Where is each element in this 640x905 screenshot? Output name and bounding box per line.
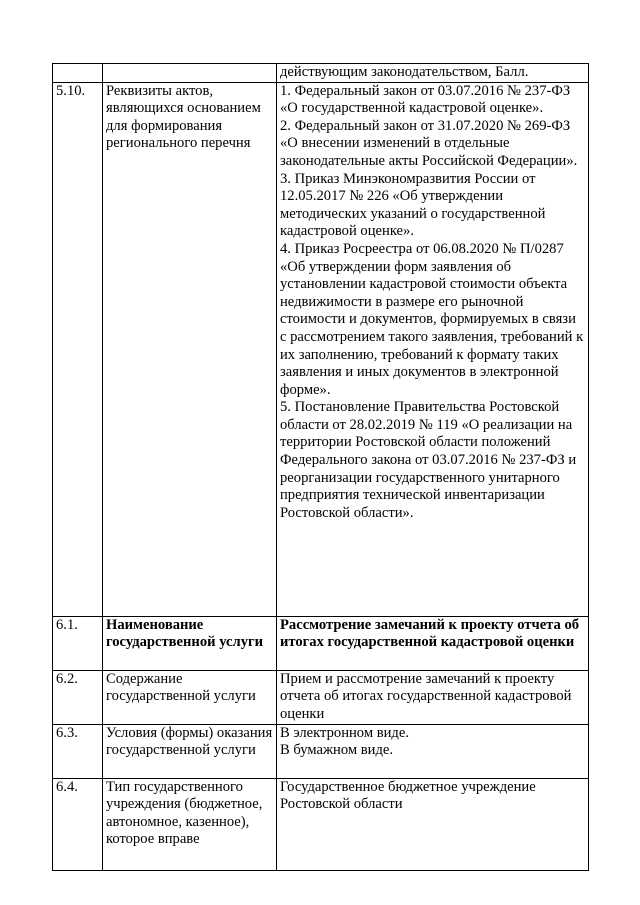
row-content: [277, 778, 589, 870]
row-content: [277, 64, 589, 83]
row-label: Наименование государственной услуги: [103, 616, 277, 670]
content-paragraph: Прием и рассмотрение замечаний к проекту отчета об итогах государственной кадастровой оценки: [280, 670, 572, 722]
row-label: Содержание государственной услуги: [103, 670, 277, 724]
row-content: [277, 724, 589, 778]
content-paragraph: 1. Федеральный закон от 03.07.2016 № 237-ФЗ: [280, 82, 571, 99]
content-paragraph: В электронном виде.: [280, 724, 409, 741]
content-paragraph: 4. Приказ Росреестра от 06.08.2020 № П/0287 «Об утверждении форм заявления об установлении кадастровой стоимости объекта недвижимости в размере его рыночной стоимости и документов, формируемых в связи с рассмотрением такого заявления, требований к их заполнению, требований к формату таких заявления и иных документов в электронной форме».: [280, 240, 584, 398]
table-row-6-4: [53, 778, 589, 870]
row-content: [277, 82, 589, 616]
table-row-6-3: [53, 724, 589, 778]
row-label: [103, 64, 277, 83]
row-number: 6.4.: [53, 778, 103, 870]
content-paragraph: 3. Приказ Минэкономразвития России от 12.05.2017 № 226 «Об утверждении методических указаний о государственной кадастровой оценке».: [280, 170, 546, 240]
row-content: [277, 616, 589, 670]
content-paragraph: Рассмотрение замечаний к проекту отчета об итогах государственной кадастровой оценки: [280, 616, 580, 651]
row-label: Тип государственного учреждения (бюджетное, автономное, казенное), которое вправе: [103, 778, 277, 870]
row-number: 6.1.: [53, 616, 103, 670]
content-paragraph: 5. Постановление Правительства Ростовской области от 28.02.2019 № 119 «О реализации на территории Ростовской области положений Федерального закона от 03.07.2016 № 237-ФЗ и реорганизации государственного унитарного предприятия технической инвентаризации Ростовской области».: [280, 399, 577, 521]
table-row-continuation: [53, 64, 589, 83]
table-row-6-2: [53, 670, 589, 724]
row-label: Условия (формы) оказания государственной услуги: [103, 724, 277, 778]
content-paragraph: «О государственной кадастровой оценке».: [280, 100, 544, 117]
row-number: [53, 64, 103, 83]
row-content: [277, 670, 589, 724]
table-row-5-10: [53, 82, 589, 616]
content-paragraph: действующим законодательством, Балл.: [280, 64, 529, 80]
regulations-table: [52, 63, 589, 871]
table-row-6-1: [53, 616, 589, 670]
content-paragraph: «О внесении изменений в отдельные законодательные акты Российской Федерации».: [280, 135, 578, 169]
content-paragraph: В бумажном виде.: [280, 742, 394, 759]
row-label: Реквизиты актов, являющихся основанием для формирования регионального перечня: [103, 82, 277, 616]
content-paragraph: 2. Федеральный закон от 31.07.2020 № 269-ФЗ: [280, 117, 571, 134]
row-number: 6.2.: [53, 670, 103, 724]
row-number: 5.10.: [53, 82, 103, 616]
content-paragraph: Государственное бюджетное учреждение Ростовской области: [280, 778, 536, 813]
row-number: 6.3.: [53, 724, 103, 778]
